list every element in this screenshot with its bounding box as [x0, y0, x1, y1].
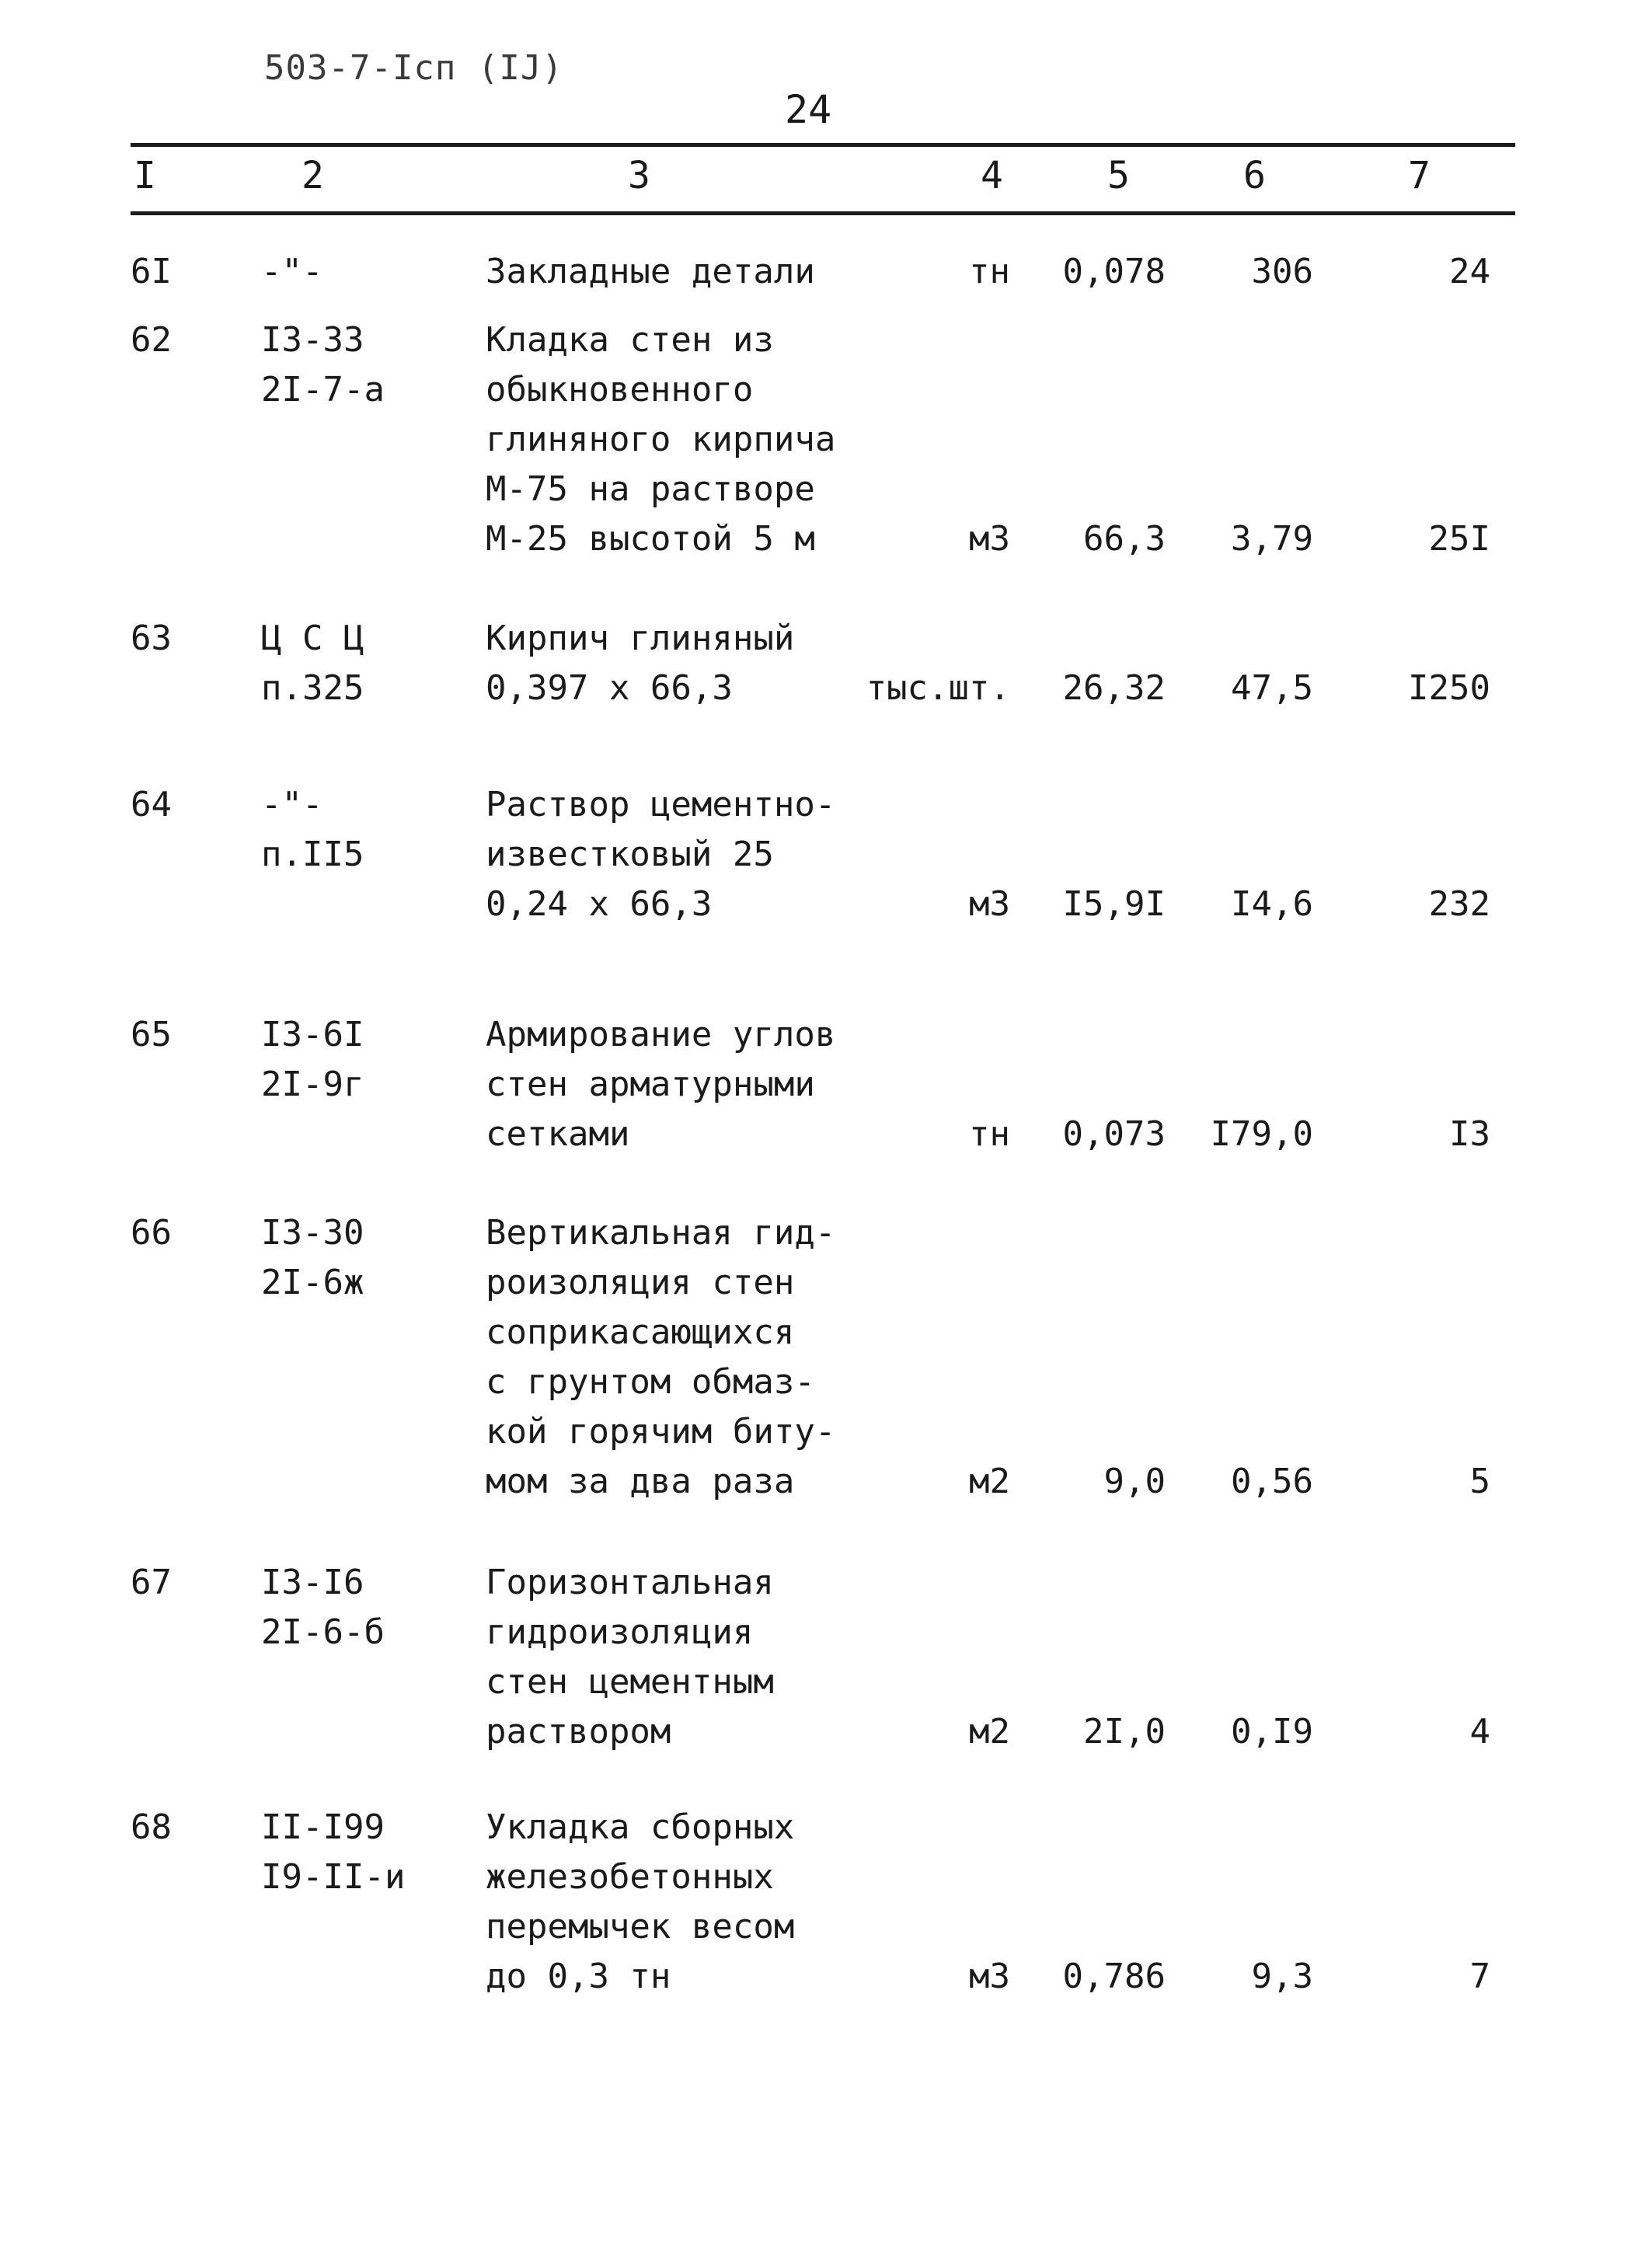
table-header-row — [0, 148, 1652, 207]
norm-code-line: I3-33 — [261, 320, 364, 360]
work-description-line: Вертикальная гид- — [486, 1213, 836, 1253]
item-number: 66 — [131, 1213, 172, 1253]
norm-code-line: 2I-6-б — [261, 1612, 385, 1652]
work-description-line: Кирпич глиняный — [486, 619, 795, 658]
total-cost: 232 — [1428, 884, 1490, 924]
work-description-line: Закладные детали — [486, 252, 815, 291]
column-header-4: 4 — [981, 154, 1003, 197]
norm-code-line: I3-30 — [261, 1213, 364, 1253]
item-number: 67 — [131, 1563, 172, 1602]
work-description — [486, 1208, 835, 1507]
item-number: 62 — [131, 320, 172, 360]
page-number: 24 — [785, 87, 832, 132]
total-cost: I3 — [1449, 1114, 1490, 1154]
column-header-6: 6 — [1243, 154, 1266, 197]
unit: м2 — [969, 1462, 1010, 1501]
norm-code-line: I9-II-и — [261, 1857, 406, 1897]
unit-price: I79,0 — [1210, 1114, 1313, 1154]
quantity: 0,078 — [1062, 252, 1166, 291]
item-number: 6I — [131, 252, 172, 291]
work-description-line: Укладка сборных — [486, 1807, 795, 1847]
work-description-line: Кладка стен из — [486, 320, 774, 360]
quantity: 26,32 — [1062, 668, 1166, 708]
work-description-line: перемычек весом — [486, 1907, 795, 1947]
unit: тыс.шт. — [866, 668, 1010, 708]
column-header-2: 2 — [301, 154, 324, 197]
work-description — [486, 1010, 835, 1159]
norm-code — [261, 1208, 364, 1308]
work-description-line: Горизонтальная — [486, 1563, 774, 1602]
work-description — [486, 780, 835, 929]
work-description-line: глиняного кирпича — [486, 420, 836, 459]
unit-price: 3,79 — [1231, 519, 1313, 559]
unit-price: I4,6 — [1231, 884, 1313, 924]
column-header-5: 5 — [1107, 154, 1130, 197]
work-description-line: стен цементным — [486, 1662, 774, 1702]
document-code: 503-7-Icп (IJ) — [264, 48, 563, 88]
quantity: 9,0 — [1103, 1462, 1166, 1501]
norm-code — [261, 247, 322, 297]
total-cost: 7 — [1469, 1957, 1490, 1996]
item-number: 68 — [131, 1807, 172, 1847]
work-description-line: с грунтом обмаз- — [486, 1362, 815, 1402]
unit-price: 0,56 — [1231, 1462, 1313, 1501]
column-header-7: 7 — [1408, 154, 1431, 197]
total-cost: 5 — [1469, 1462, 1490, 1501]
work-description-line: 0,397 x 66,3 — [486, 668, 733, 708]
quantity: 0,786 — [1062, 1957, 1166, 1996]
unit: м3 — [969, 519, 1010, 559]
total-cost: I250 — [1408, 668, 1490, 708]
norm-code — [261, 1803, 405, 1902]
norm-code-line: -"- — [261, 252, 323, 291]
column-header-3: 3 — [628, 154, 650, 197]
norm-code — [261, 614, 364, 713]
quantity: 2I,0 — [1083, 1712, 1166, 1751]
unit: м2 — [969, 1712, 1010, 1751]
work-description-line: роизоляция стен — [486, 1263, 795, 1302]
unit: тн — [969, 1114, 1010, 1154]
work-description-line: сетками — [486, 1114, 630, 1154]
norm-code — [261, 315, 385, 415]
norm-code-line: п.II5 — [261, 835, 364, 874]
unit-price: 9,3 — [1251, 1957, 1313, 1996]
work-description — [486, 315, 835, 564]
norm-code — [261, 780, 364, 880]
work-description-line: мом за два раза — [486, 1462, 795, 1501]
unit-price: 0,I9 — [1231, 1712, 1313, 1751]
work-description-line: М-75 на растворе — [486, 469, 815, 509]
norm-code — [261, 1558, 385, 1657]
norm-code-line: I3-I6 — [261, 1563, 364, 1602]
work-description-line: обыкновенного — [486, 370, 754, 410]
total-cost: 24 — [1449, 252, 1490, 291]
quantity: I5,9I — [1062, 884, 1166, 924]
work-description-line: Армирование углов — [486, 1015, 836, 1054]
unit: м3 — [969, 884, 1010, 924]
norm-code-line: Ц С Ц — [261, 619, 364, 658]
unit: м3 — [969, 1957, 1010, 1996]
work-description-line: М-25 высотой 5 м — [486, 519, 815, 559]
work-description-line: 0,24 x 66,3 — [486, 884, 713, 924]
work-description — [486, 1558, 774, 1757]
work-description-line: известковый 25 — [486, 835, 774, 874]
unit-price: 47,5 — [1231, 668, 1313, 708]
item-number: 63 — [131, 619, 172, 658]
table-top-rule — [131, 143, 1515, 147]
quantity: 66,3 — [1083, 519, 1166, 559]
norm-code — [261, 1010, 364, 1110]
work-description-line: до 0,3 тн — [486, 1957, 671, 1996]
unit-price: 306 — [1251, 252, 1313, 291]
work-description-line: Раствор цементно- — [486, 785, 836, 824]
norm-code-line: 2I-6ж — [261, 1263, 364, 1302]
work-description — [486, 247, 815, 297]
work-description-line: кой горячим биту- — [486, 1412, 836, 1452]
item-number: 65 — [131, 1015, 172, 1054]
work-description-line: соприкасающихся — [486, 1312, 795, 1352]
norm-code-line: 2I-9г — [261, 1065, 364, 1104]
total-cost: 25I — [1428, 519, 1490, 559]
total-cost: 4 — [1469, 1712, 1490, 1751]
work-description-line: гидроизоляция — [486, 1612, 754, 1652]
norm-code-line: п.325 — [261, 668, 364, 708]
quantity: 0,073 — [1062, 1114, 1166, 1154]
work-description-line: железобетонных — [486, 1857, 774, 1897]
column-header-1: I — [134, 154, 156, 197]
work-description-line: стен арматурными — [486, 1065, 815, 1104]
work-description — [486, 614, 794, 713]
work-description-line: раствором — [486, 1712, 671, 1751]
norm-code-line: I3-6I — [261, 1015, 364, 1054]
norm-code-line: 2I-7-а — [261, 370, 385, 410]
norm-code-line: -"- — [261, 785, 323, 824]
norm-code-line: II-I99 — [261, 1807, 385, 1847]
unit: тн — [969, 252, 1010, 291]
work-description — [486, 1803, 794, 2002]
item-number: 64 — [131, 785, 172, 824]
table-header-rule — [131, 211, 1515, 215]
